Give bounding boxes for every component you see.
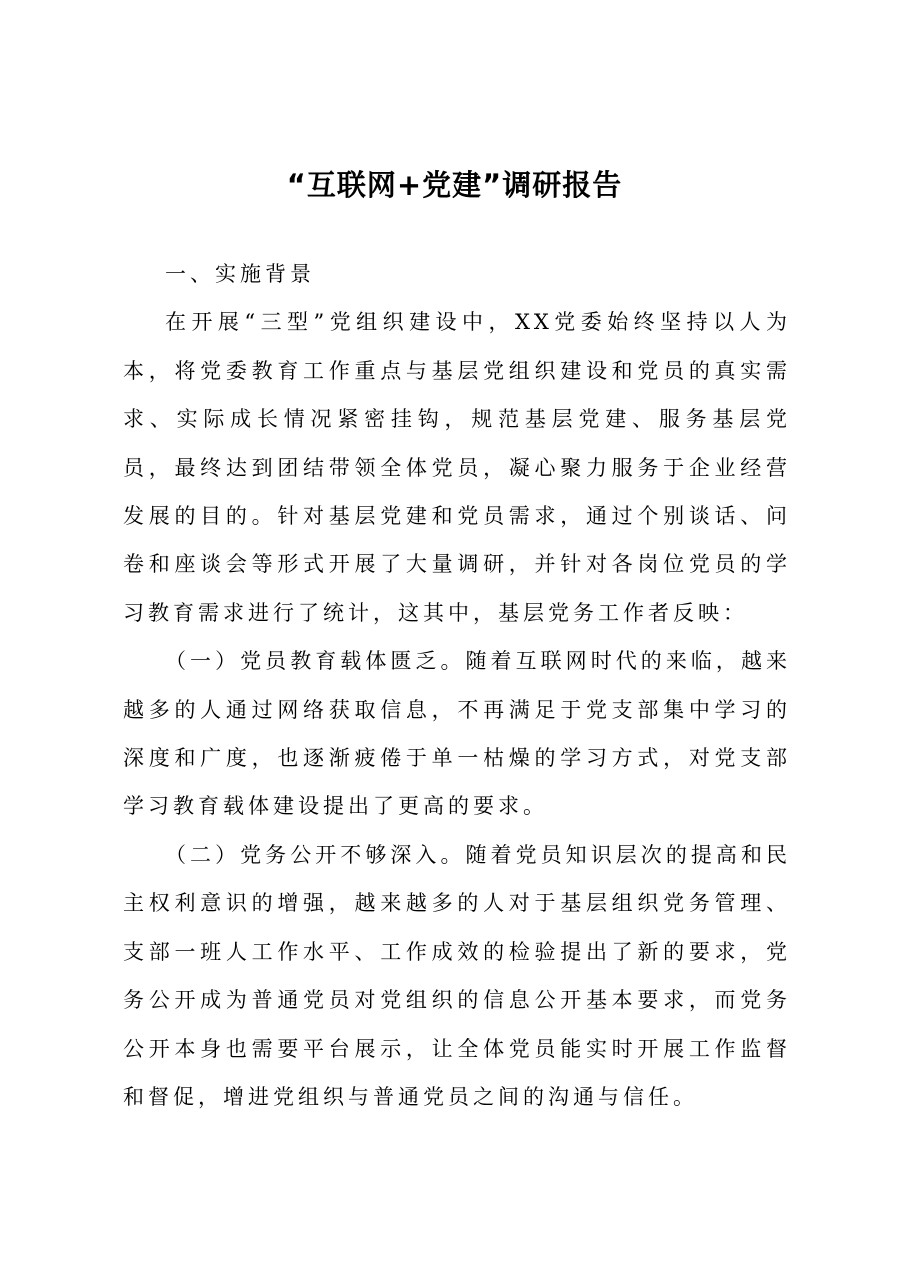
- document-title: “互联网+党建”调研报告: [286, 168, 623, 202]
- section-heading: 一、实施背景: [165, 262, 315, 286]
- paragraph-item-2: （二）党务公开不够深入。随着党员知识层次的提高和民主权利意识的增强，越来越多的人对于基层组织党务管理、支部一班人工作水平、工作成效的检验提出了新的要求，党务公开成为普通党员对党组织的信息公开基本要求，而党务公开本身也需要平台展示，让全体党员能实时开展工作监督和督促，增进党组织与普通党员之间的沟通与信任。: [123, 842, 791, 1109]
- document-body: [123, 250, 791, 1121]
- paragraph-item-1: （一）党员教育载体匮乏。随着互联网时代的来临，越来越多的人通过网络获取信息，不再满足于党支部集中学习的深度和广度，也逐渐疲倦于单一枯燥的学习方式，对党支部学习教育载体建设提出了更高的要求。: [123, 649, 791, 819]
- paragraph-background: 在开展“三型”党组织建设中，XX党委始终坚持以人为本，将党委教育工作重点与基层党组织建设和党员的真实需求、实际成长情况紧密挂钩，规范基层党建、服务基层党员，最终达到团结带领全体党员，凝心聚力服务于企业经营发展的目的。针对基层党建和党员需求，通过个别谈话、问卷和座谈会等形式开展了大量调研，并针对各岗位党员的学习教育需求进行了统计，这其中，基层党务工作者反映：: [123, 310, 791, 625]
